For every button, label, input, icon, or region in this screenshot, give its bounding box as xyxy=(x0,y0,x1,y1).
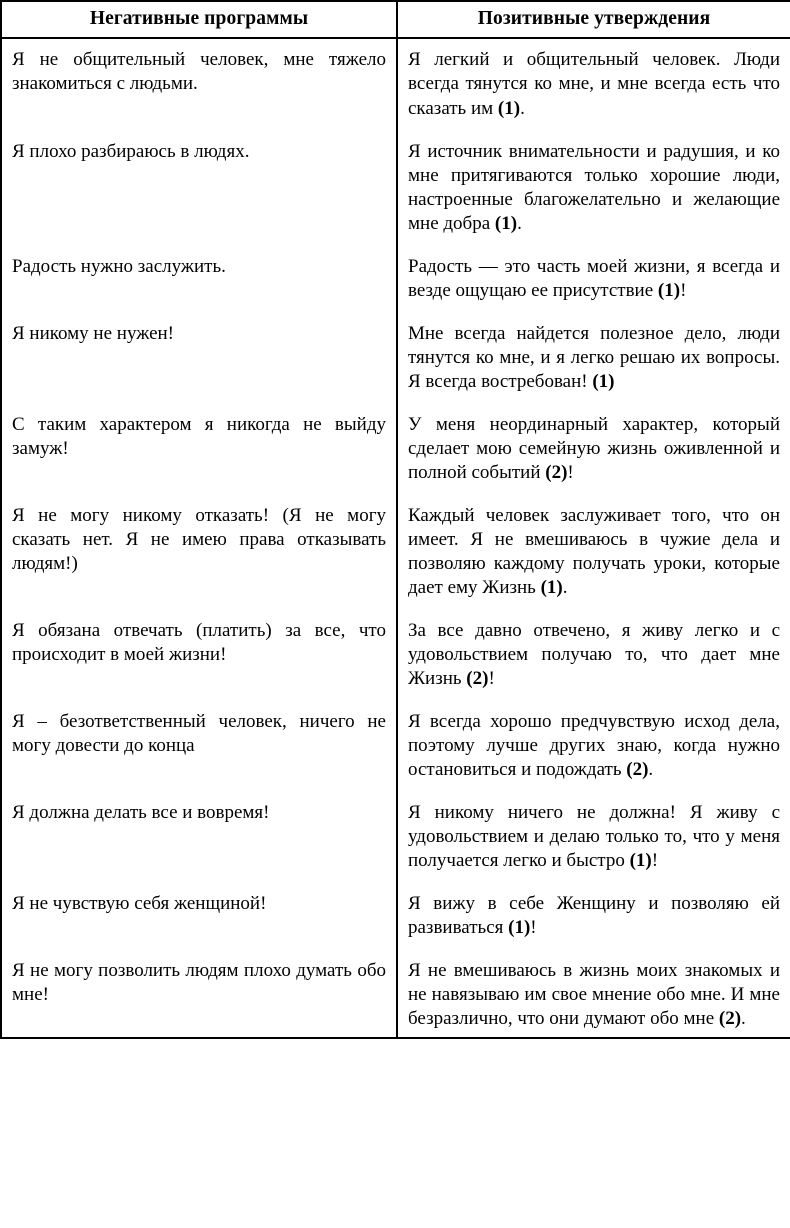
cell-negative: Я не общительный человек, мне тяжело знакомиться с людьми. xyxy=(1,38,397,130)
cell-negative: Радость нужно заслужить. xyxy=(1,246,397,313)
cell-negative: Я должна делать все и вовремя! xyxy=(1,792,397,883)
cell-positive: Я никому ничего не должна! Я живу с удовольствием и делаю только то, что у меня получается легко и быстро (1)! xyxy=(397,792,790,883)
cell-negative: Я не могу никому отказать! (Я не могу сказать нет. Я не имею права отказывать людям!) xyxy=(1,495,397,610)
cell-negative: Я обязана отвечать (платить) за все, что происходит в моей жизни! xyxy=(1,610,397,701)
cell-negative: С таким характером я никогда не выйду замуж! xyxy=(1,404,397,495)
cell-positive: Я легкий и общительный человек. Люди всегда тянутся ко мне, и мне всегда есть что сказать им (1). xyxy=(397,38,790,130)
table-row xyxy=(1,792,790,883)
cell-positive: Я не вмешиваюсь в жизнь моих знакомых и не навязываю им свое мнение обо мне. И мне безразлично, что они думают обо мне (2). xyxy=(397,950,790,1038)
table-row xyxy=(1,131,790,246)
column-header-positive: Позитивные утверждения xyxy=(397,1,790,38)
table-row xyxy=(1,404,790,495)
table-body xyxy=(1,38,790,1038)
cell-positive: Я источник внимательности и радушия, и ко мне притягиваются только хорошие люди, настроенные благожелательно и желающие мне добра (1). xyxy=(397,131,790,246)
cell-positive: Радость — это часть моей жизни, я всегда и везде ощущаю ее присутствие (1)! xyxy=(397,246,790,313)
table-header xyxy=(1,1,790,38)
column-header-negative: Негативные программы xyxy=(1,1,397,38)
table-row xyxy=(1,701,790,792)
cell-positive: За все давно отвечено, я живу легко и с удовольствием получаю то, что дает мне Жизнь (2)! xyxy=(397,610,790,701)
cell-positive: Мне всегда найдется полезное дело, люди тянутся ко мне, и я легко решаю их вопросы. Я всегда востребован! (1) xyxy=(397,313,790,404)
table-row xyxy=(1,313,790,404)
cell-positive: Каждый человек заслуживает того, что он имеет. Я не вмешиваюсь в чужие дела и позволяю каждому получать уроки, которые дает ему Жизнь (1). xyxy=(397,495,790,610)
table-row xyxy=(1,495,790,610)
table-header-row xyxy=(1,1,790,38)
table-row xyxy=(1,246,790,313)
table-row xyxy=(1,38,790,130)
table-row xyxy=(1,950,790,1038)
cell-negative: Я не чувствую себя женщиной! xyxy=(1,883,397,950)
cell-negative: Я не могу позволить людям плохо думать обо мне! xyxy=(1,950,397,1038)
cell-negative: Я плохо разбираюсь в людях. xyxy=(1,131,397,246)
cell-positive: У меня неординарный характер, который сделает мою семейную жизнь оживленной и полной событий (2)! xyxy=(397,404,790,495)
cell-negative: Я – безответственный человек, ничего не могу довести до конца xyxy=(1,701,397,792)
table-row xyxy=(1,610,790,701)
cell-positive: Я вижу в себе Женщину и позволяю ей развиваться (1)! xyxy=(397,883,790,950)
table-row xyxy=(1,883,790,950)
cell-positive: Я всегда хорошо предчувствую исход дела, поэтому лучше других знаю, когда нужно остановиться и подождать (2). xyxy=(397,701,790,792)
cell-negative: Я никому не нужен! xyxy=(1,313,397,404)
